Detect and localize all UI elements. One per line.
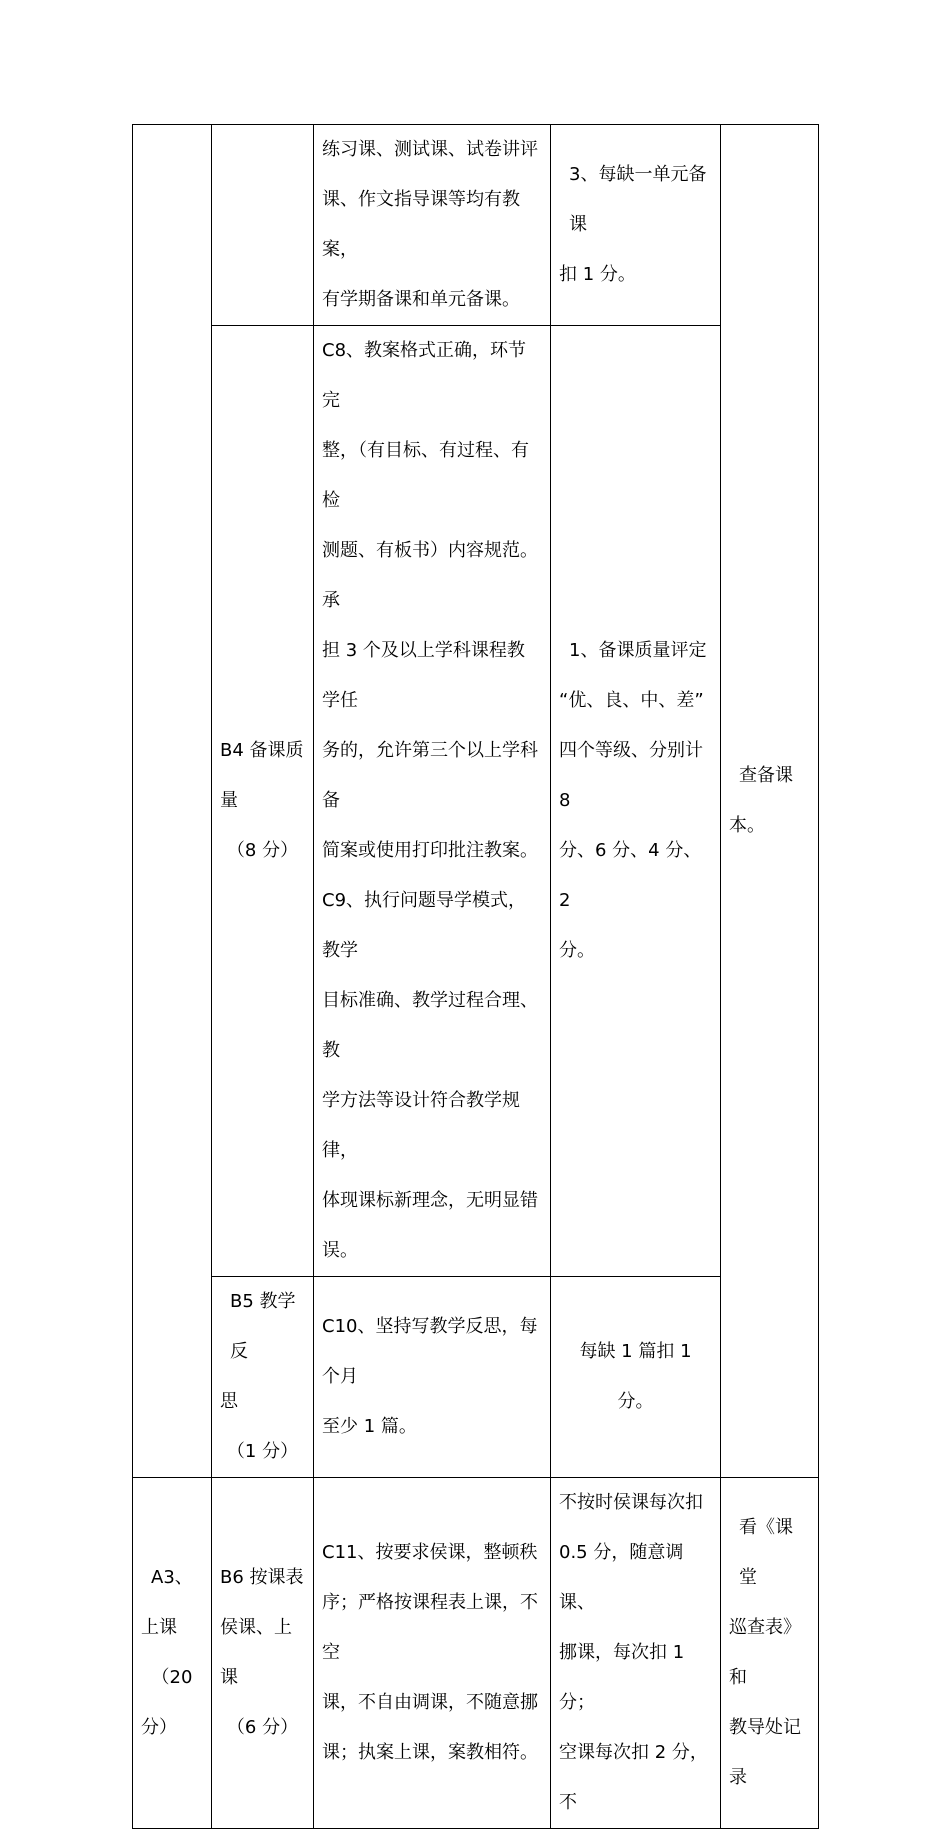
scoring-line: 挪课，每次扣 1 分； [559,1642,685,1713]
method-cell [721,1478,819,1829]
a-category-cell-empty [133,125,212,1478]
scoring-line: 空课每次扣 2 分，不 [559,1742,708,1813]
b-item-score: （1 分） [226,1441,299,1462]
evaluation-table [132,124,819,1829]
a-category-title: 上课 [141,1617,177,1638]
b-item-cell [212,1277,314,1478]
criteria-line: 整，（有目标、有过程、有检 [322,440,529,511]
criteria-line: 课、作文指导课等均有教案， [322,189,520,260]
table-row [133,1277,819,1478]
scoring-line: 扣 1 分。 [559,264,636,285]
criteria-line: 担 3 个及以上学科课程教学任 [322,640,525,711]
method-line: 查备课 [739,765,793,786]
criteria-cell [314,1478,551,1829]
criteria-line: 目标准确、教学过程合理、教 [322,990,538,1061]
a-category-cell [133,1478,212,1829]
criteria-line: C10、坚持写教学反思，每个月 [322,1316,538,1387]
table-row [133,326,819,1277]
criteria-line: C11、按要求侯课，整顿秩 [322,1542,538,1563]
b-item-title: 量 [220,790,238,811]
b-item-title: 思 [220,1391,238,1412]
scoring-cell [551,1277,721,1478]
scoring-line: 0.5 分，随意调课、 [559,1542,684,1613]
a-category-title: A3、 [151,1567,193,1588]
criteria-cell [314,125,551,326]
table-row [133,1478,819,1829]
scoring-cell [551,1478,721,1829]
method-line: 看《课堂 [739,1517,793,1588]
criteria-line: 误。 [322,1240,358,1261]
scoring-line: 3、每缺一单元备课 [569,164,707,235]
table-row [133,125,819,326]
criteria-line: 课，不自由调课，不随意挪 [322,1692,538,1713]
a-category-score: 分） [141,1717,177,1738]
criteria-line: 课；执案上课，案教相符。 [322,1742,538,1763]
method-line: 教导处记录 [729,1717,801,1788]
scoring-cell [551,125,721,326]
b-item-title: B5 教学反 [230,1291,296,1362]
criteria-line: 练习课、测试课、试卷讲评 [322,139,538,160]
method-line: 巡查表》和 [729,1617,801,1688]
b-item-title: 侯课、上课 [220,1617,292,1688]
criteria-line: 体现课标新理念，无明显错 [322,1190,538,1211]
criteria-line: 测题、有板书）内容规范。承 [322,540,538,611]
criteria-line: C9、执行问题导学模式，教学 [322,890,527,961]
method-cell [721,125,819,1478]
criteria-line: 学方法等设计符合教学规律， [322,1090,520,1161]
criteria-line: 序；严格按课程表上课，不空 [322,1592,538,1663]
b-item-cell-empty [212,125,314,326]
criteria-line: 有学期备课和单元备课。 [322,289,520,310]
criteria-line: C8、教案格式正确，环节完 [322,340,527,411]
scoring-line: 分。 [559,940,595,961]
criteria-cell [314,1277,551,1478]
criteria-cell [314,326,551,1277]
scoring-line: 1、备课质量评定 [569,640,707,661]
b-item-score: （6 分） [226,1717,299,1738]
b-item-score: （8 分） [226,840,299,861]
scoring-line: 不按时侯课每次扣 [559,1492,703,1513]
b-item-title: B6 按课表 [220,1567,304,1588]
scoring-cell [551,326,721,1277]
scoring-line: “优、良、中、差” [559,690,704,711]
a-category-score: （20 [151,1667,193,1688]
b-item-cell [212,326,314,1277]
scoring-line: 分、6 分、4 分、2 [559,840,702,911]
criteria-line: 务的，允许第三个以上学科备 [322,740,538,811]
criteria-line: 至少 1 篇。 [322,1416,417,1437]
scoring-line: 四个等级、分别计 8 [559,740,703,811]
scoring-line: 每缺 1 篇扣 1 分。 [579,1341,692,1412]
b-item-cell [212,1478,314,1829]
criteria-line: 简案或使用打印批注教案。 [322,840,538,861]
method-line: 本。 [729,815,765,836]
b-item-title: B4 备课质 [220,740,304,761]
